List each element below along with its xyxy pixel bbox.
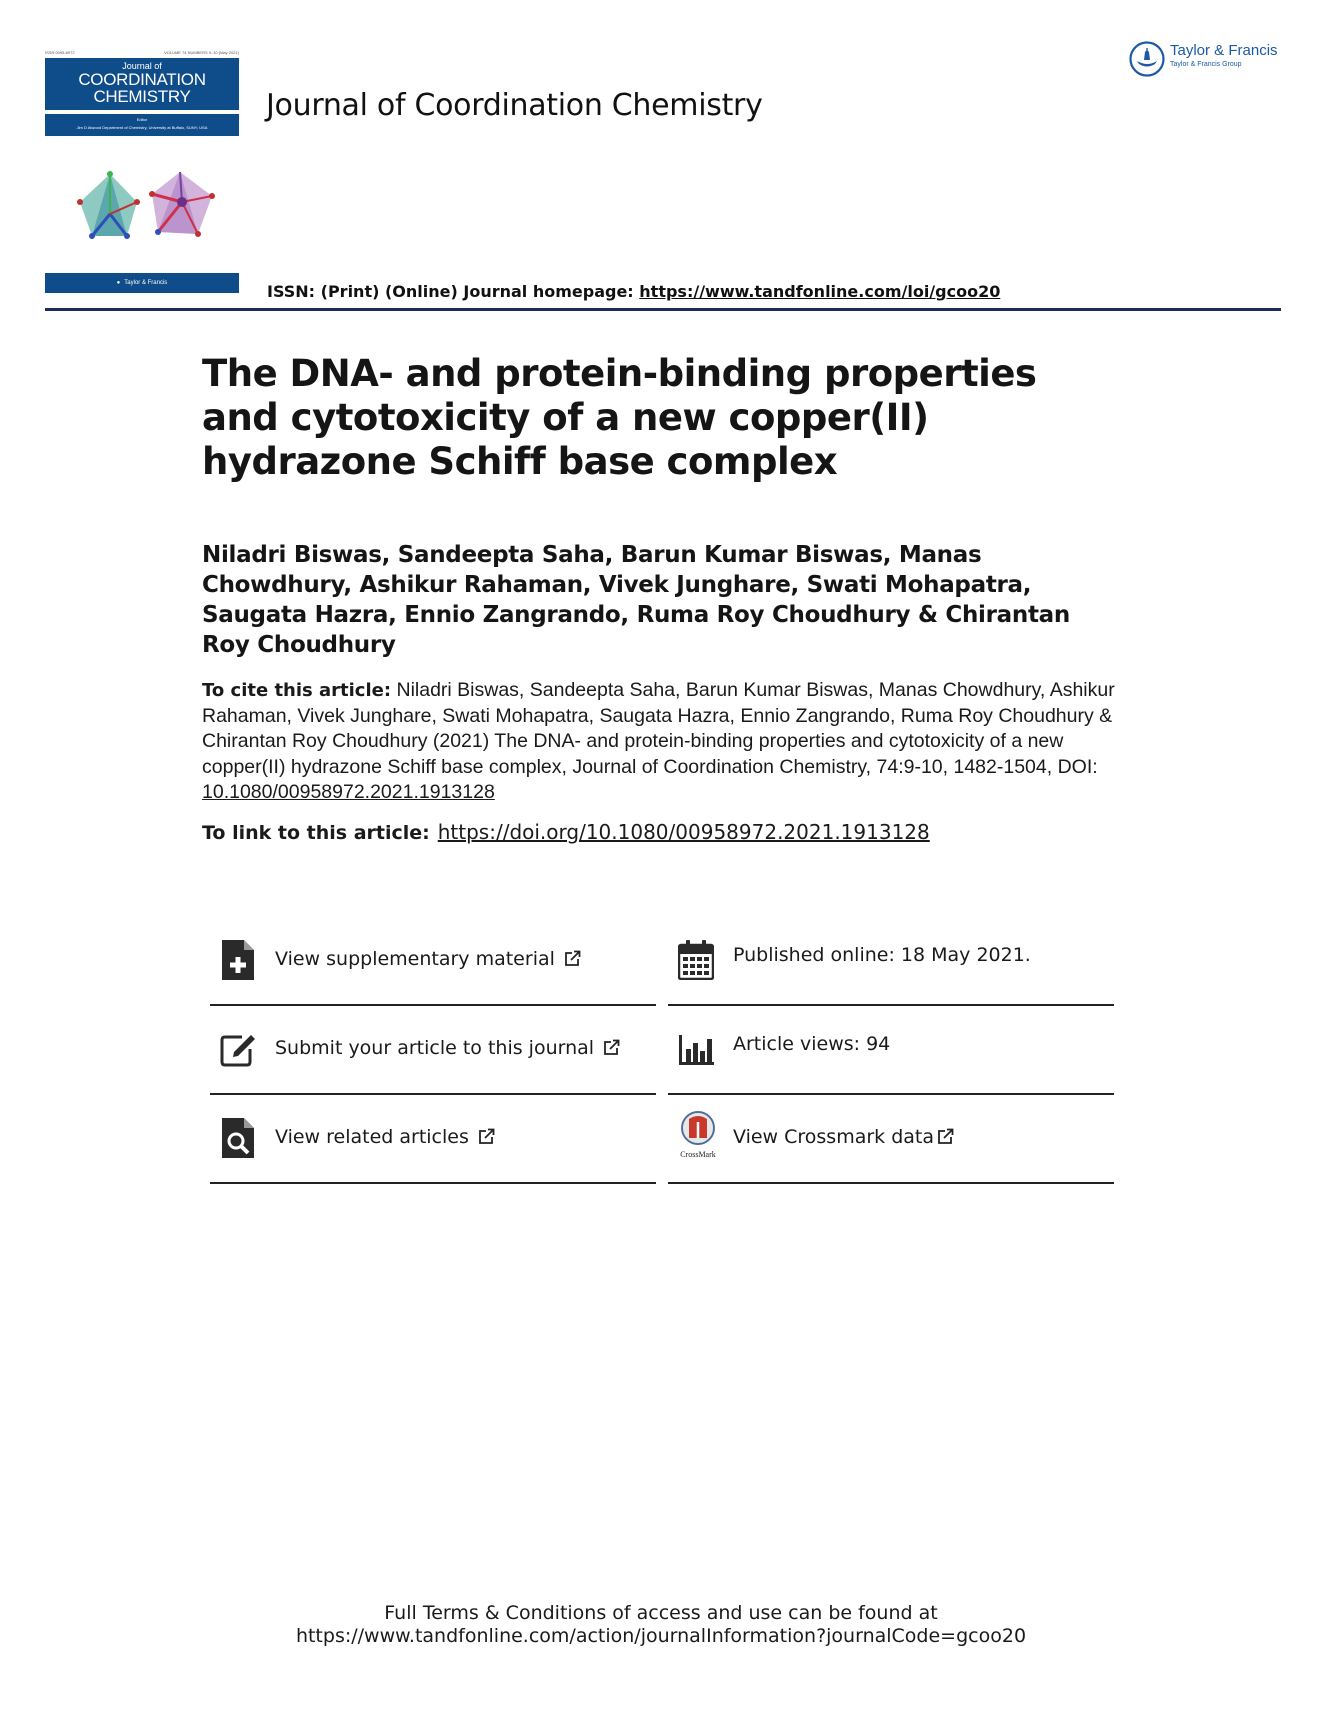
submit-link[interactable]: [275, 1037, 620, 1059]
article-doi-url[interactable]: https://doi.org/10.1080/00958972.2021.1913128: [437, 820, 930, 844]
file-plus-icon: [220, 940, 256, 980]
related-label: View related articles: [275, 1126, 469, 1148]
supplementary-label: View supplementary material: [275, 948, 555, 970]
article-link-label: To link to this article:: [202, 822, 430, 844]
article-views: [733, 1033, 890, 1055]
crossmark-badge-label: CrossMark: [680, 1150, 716, 1159]
external-link-icon: [602, 1039, 620, 1057]
citation-doi-link[interactable]: 10.1080/00958972.2021.1913128: [202, 781, 495, 803]
supplementary-link[interactable]: [275, 948, 581, 970]
journal-cover-header: [45, 50, 239, 110]
cover-editor-band: [45, 114, 239, 136]
cover-issn: ISSN 0095-8972: [45, 50, 75, 55]
bar-chart-icon: [678, 1029, 714, 1069]
article-authors: Niladri Biswas, Sandeepta Saha, Barun Kumar Biswas, Manas Chowdhury, Ashikur Rahaman, Vivek Junghare, Swati Mohapatra, Saugata Hazra, Ennio Zangrando, Ruma Roy Choudhury & Chirantan Roy Choudhury: [202, 542, 1070, 658]
crossmark-link[interactable]: [733, 1126, 954, 1148]
cover-publisher-icon: ●: [116, 280, 121, 286]
publisher-group: Taylor & Francis Group: [1170, 61, 1242, 68]
cover-editor-label: Editor: [136, 117, 148, 122]
published-date: [733, 944, 1031, 966]
calendar-icon: [678, 940, 714, 980]
cover-publisher-label: Taylor & Francis: [124, 280, 168, 286]
cover-volume: VOLUME 74 NUMBERS 9–10 (May 2021): [164, 50, 239, 55]
cover-chemistry: CHEMISTRY: [93, 87, 191, 106]
cover-molecule-illustration: [72, 166, 222, 244]
terms-line-1: Full Terms & Conditions of access and use can be found at: [384, 1602, 938, 1624]
cover-journal-of: Journal of: [122, 61, 162, 71]
citation-label: To cite this article:: [202, 680, 392, 701]
journal-title: Journal of Coordination Chemistry: [266, 88, 763, 123]
related-link[interactable]: [275, 1126, 495, 1148]
terms-url[interactable]: https://www.tandfonline.com/action/journalInformation?journalCode=gcoo20: [295, 1625, 1027, 1647]
journal-homepage-link[interactable]: https://www.tandfonline.com/loi/gcoo20: [639, 282, 1001, 301]
published-label: Published online: 18 May 2021.: [733, 944, 1031, 966]
issn-homepage-line: [267, 282, 1000, 301]
file-search-icon: [220, 1118, 256, 1158]
cover-editor-text: Jim D Atwood Department of Chemistry, University at Buffalo, SUNY, USA: [76, 125, 208, 130]
publisher-logo: [1128, 40, 1288, 78]
header-divider: [45, 308, 1281, 311]
cover-meta: [45, 50, 239, 55]
crossmark-icon: [676, 1110, 720, 1160]
crossmark-label: View Crossmark data: [733, 1126, 935, 1148]
article-title: The DNA- and protein-binding properties and cytotoxicity of a new copper(II) hydrazone Schiff base complex: [202, 352, 1037, 483]
external-link-icon: [477, 1128, 495, 1146]
terms-footer: [0, 1602, 1322, 1648]
published-cell: [668, 918, 1114, 1006]
external-link-icon: [936, 1128, 954, 1146]
edit-icon: [220, 1029, 256, 1069]
submit-cell[interactable]: [210, 1007, 656, 1095]
crossmark-badge-icon: [676, 1110, 720, 1146]
cover-coordination: COORDINATION: [78, 70, 206, 89]
related-cell[interactable]: [210, 1096, 656, 1184]
cover-publisher-band: [45, 273, 239, 293]
issn-prefix: ISSN: (Print) (Online) Journal homepage:: [267, 282, 640, 301]
external-link-icon: [563, 950, 581, 968]
views-cell: [668, 1007, 1114, 1095]
citation-block: [202, 678, 1132, 806]
crossmark-cell[interactable]: [668, 1096, 1114, 1184]
submit-label: Submit your article to this journal: [275, 1037, 595, 1059]
supplementary-cell[interactable]: [210, 918, 656, 1006]
article-link-line: [202, 820, 1132, 844]
publisher-name: Taylor & Francis: [1170, 42, 1278, 59]
taylor-francis-icon: [1128, 40, 1166, 78]
views-label: Article views: 94: [733, 1033, 891, 1055]
citation-text: Niladri Biswas, Sandeepta Saha, Barun Kumar Biswas, Manas Chowdhury, Ashikur Rahaman, Vivek Junghare, Swati Mohapatra, Saugata Hazra, Ennio Zangrando, Ruma Roy Choudhury & Chirantan Roy Choudhury (2021) The DNA- and protein-binding properties and cytotoxicity of a new copper(II) hydrazone Schiff base complex, Journal of Coordination Chemistry, 74:9-10, 1482-1504, DOI:: [202, 679, 1115, 778]
